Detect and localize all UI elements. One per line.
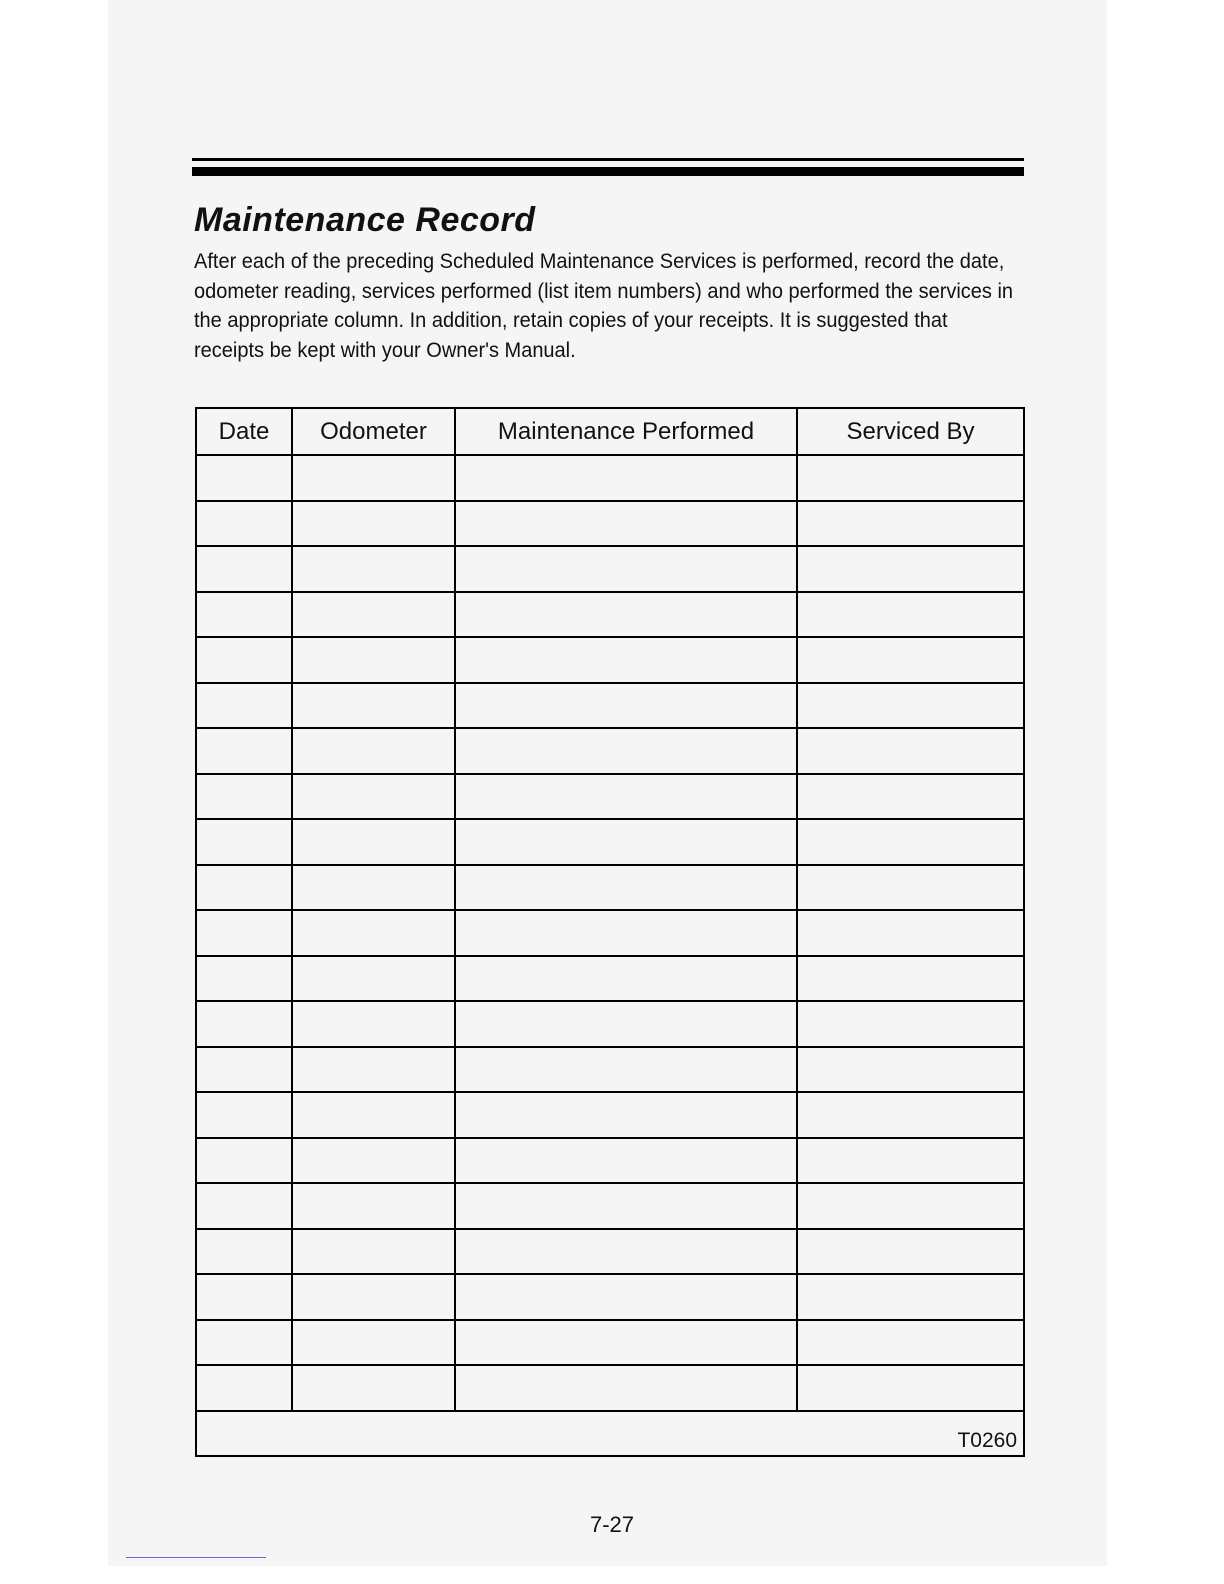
odometer-cell[interactable] xyxy=(292,910,455,956)
table-row xyxy=(196,546,1024,592)
table-row xyxy=(196,819,1024,865)
table-row xyxy=(196,774,1024,820)
serviced-by-cell[interactable] xyxy=(797,728,1024,774)
table-row xyxy=(196,637,1024,683)
maintenance-performed-cell[interactable] xyxy=(455,819,797,865)
table-row xyxy=(196,455,1024,501)
date-cell[interactable] xyxy=(196,774,292,820)
odometer-cell[interactable] xyxy=(292,546,455,592)
maintenance-performed-cell[interactable] xyxy=(455,774,797,820)
date-cell[interactable] xyxy=(196,1365,292,1411)
date-cell[interactable] xyxy=(196,683,292,729)
maintenance-performed-cell[interactable] xyxy=(455,956,797,1002)
maintenance-performed-cell[interactable] xyxy=(455,1183,797,1229)
serviced-by-cell[interactable] xyxy=(797,910,1024,956)
table-row xyxy=(196,1001,1024,1047)
serviced-by-cell[interactable] xyxy=(797,455,1024,501)
serviced-by-cell[interactable] xyxy=(797,1001,1024,1047)
date-cell[interactable] xyxy=(196,455,292,501)
odometer-cell[interactable] xyxy=(292,819,455,865)
date-cell[interactable] xyxy=(196,1274,292,1320)
maintenance-performed-cell[interactable] xyxy=(455,637,797,683)
header-rule-thin xyxy=(192,158,1024,161)
table-row xyxy=(196,501,1024,547)
serviced-by-cell[interactable] xyxy=(797,956,1024,1002)
table-row xyxy=(196,1365,1024,1411)
maintenance-performed-cell[interactable] xyxy=(455,1320,797,1366)
serviced-by-cell[interactable] xyxy=(797,683,1024,729)
odometer-cell[interactable] xyxy=(292,1320,455,1366)
table-header-row xyxy=(196,408,1024,455)
serviced-by-cell[interactable] xyxy=(797,592,1024,638)
maintenance-performed-cell[interactable] xyxy=(455,455,797,501)
date-cell[interactable] xyxy=(196,1047,292,1093)
odometer-cell[interactable] xyxy=(292,728,455,774)
serviced-by-cell[interactable] xyxy=(797,774,1024,820)
table-row xyxy=(196,1229,1024,1275)
odometer-cell[interactable] xyxy=(292,1047,455,1093)
header-rule-thick xyxy=(192,167,1024,176)
maintenance-performed-cell[interactable] xyxy=(455,865,797,911)
date-cell[interactable] xyxy=(196,637,292,683)
odometer-cell[interactable] xyxy=(292,1229,455,1275)
odometer-cell[interactable] xyxy=(292,501,455,547)
table-row xyxy=(196,910,1024,956)
serviced-by-cell[interactable] xyxy=(797,1138,1024,1184)
odometer-cell[interactable] xyxy=(292,592,455,638)
serviced-by-cell[interactable] xyxy=(797,1365,1024,1411)
page-title: Maintenance Record xyxy=(194,201,536,239)
serviced-by-cell[interactable] xyxy=(797,501,1024,547)
date-cell[interactable] xyxy=(196,728,292,774)
maintenance-performed-cell[interactable] xyxy=(455,546,797,592)
serviced-by-cell[interactable] xyxy=(797,1092,1024,1138)
odometer-cell[interactable] xyxy=(292,1365,455,1411)
odometer-cell[interactable] xyxy=(292,1183,455,1229)
table-row xyxy=(196,1092,1024,1138)
odometer-cell[interactable] xyxy=(292,1138,455,1184)
date-cell[interactable] xyxy=(196,1320,292,1366)
maintenance-performed-cell[interactable] xyxy=(455,592,797,638)
serviced-by-cell[interactable] xyxy=(797,546,1024,592)
date-cell[interactable] xyxy=(196,1229,292,1275)
odometer-cell[interactable] xyxy=(292,637,455,683)
table-footer-row xyxy=(196,1411,1024,1456)
bottom-underline xyxy=(126,1557,266,1558)
intro-paragraph: After each of the preceding Scheduled Maintenance Services is performed, record the date, odometer reading, services performed (list item numbers) and who performed the services in the appropriate column. In addition, retain copies of your receipts. It is suggested that receipts be kept with your Owner's Manual. xyxy=(194,249,1014,362)
date-cell[interactable] xyxy=(196,865,292,911)
maintenance-performed-cell[interactable] xyxy=(455,728,797,774)
serviced-by-cell[interactable] xyxy=(797,1183,1024,1229)
serviced-by-cell[interactable] xyxy=(797,865,1024,911)
table-row xyxy=(196,1138,1024,1184)
date-cell[interactable] xyxy=(196,546,292,592)
maintenance-performed-cell[interactable] xyxy=(455,1092,797,1138)
table-row xyxy=(196,1320,1024,1366)
serviced-by-cell[interactable] xyxy=(797,637,1024,683)
odometer-cell[interactable] xyxy=(292,956,455,1002)
maintenance-performed-cell[interactable] xyxy=(455,1047,797,1093)
table-row xyxy=(196,1047,1024,1093)
date-cell[interactable] xyxy=(196,501,292,547)
table-row xyxy=(196,728,1024,774)
maintenance-performed-cell[interactable] xyxy=(455,501,797,547)
odometer-cell[interactable] xyxy=(292,683,455,729)
table-row xyxy=(196,683,1024,729)
odometer-cell[interactable] xyxy=(292,1274,455,1320)
table-row xyxy=(196,592,1024,638)
table-row xyxy=(196,1183,1024,1229)
serviced-by-cell[interactable] xyxy=(797,1274,1024,1320)
date-cell[interactable] xyxy=(196,1001,292,1047)
date-cell[interactable] xyxy=(196,819,292,865)
date-cell[interactable] xyxy=(196,1138,292,1184)
odometer-cell[interactable] xyxy=(292,1092,455,1138)
odometer-cell[interactable] xyxy=(292,865,455,911)
table-row xyxy=(196,865,1024,911)
maintenance-performed-cell[interactable] xyxy=(455,1365,797,1411)
column-header-serviced-by: Serviced By xyxy=(797,408,1024,455)
column-header-date: Date xyxy=(196,408,292,455)
maintenance-performed-cell[interactable] xyxy=(455,1138,797,1184)
odometer-cell[interactable] xyxy=(292,455,455,501)
odometer-cell[interactable] xyxy=(292,1001,455,1047)
date-cell[interactable] xyxy=(196,1092,292,1138)
maintenance-performed-cell[interactable] xyxy=(455,1229,797,1275)
date-cell[interactable] xyxy=(196,592,292,638)
maintenance-performed-cell[interactable] xyxy=(455,1001,797,1047)
maintenance-performed-cell[interactable] xyxy=(455,910,797,956)
serviced-by-cell[interactable] xyxy=(797,1229,1024,1275)
serviced-by-cell[interactable] xyxy=(797,1047,1024,1093)
table-body xyxy=(196,455,1024,1411)
odometer-cell[interactable] xyxy=(292,774,455,820)
column-header-odometer: Odometer xyxy=(292,408,455,455)
date-cell[interactable] xyxy=(196,1183,292,1229)
serviced-by-cell[interactable] xyxy=(797,819,1024,865)
maintenance-record-table xyxy=(195,407,1025,1457)
column-header-maintenance-performed: Maintenance Performed xyxy=(455,408,797,455)
date-cell[interactable] xyxy=(196,956,292,1002)
serviced-by-cell[interactable] xyxy=(797,1320,1024,1366)
maintenance-performed-cell[interactable] xyxy=(455,683,797,729)
maintenance-performed-cell[interactable] xyxy=(455,1274,797,1320)
table-row xyxy=(196,1274,1024,1320)
table-row xyxy=(196,956,1024,1002)
date-cell[interactable] xyxy=(196,910,292,956)
page-number: 7-27 xyxy=(589,1512,635,1537)
figure-code: T0260 xyxy=(196,1411,1024,1456)
